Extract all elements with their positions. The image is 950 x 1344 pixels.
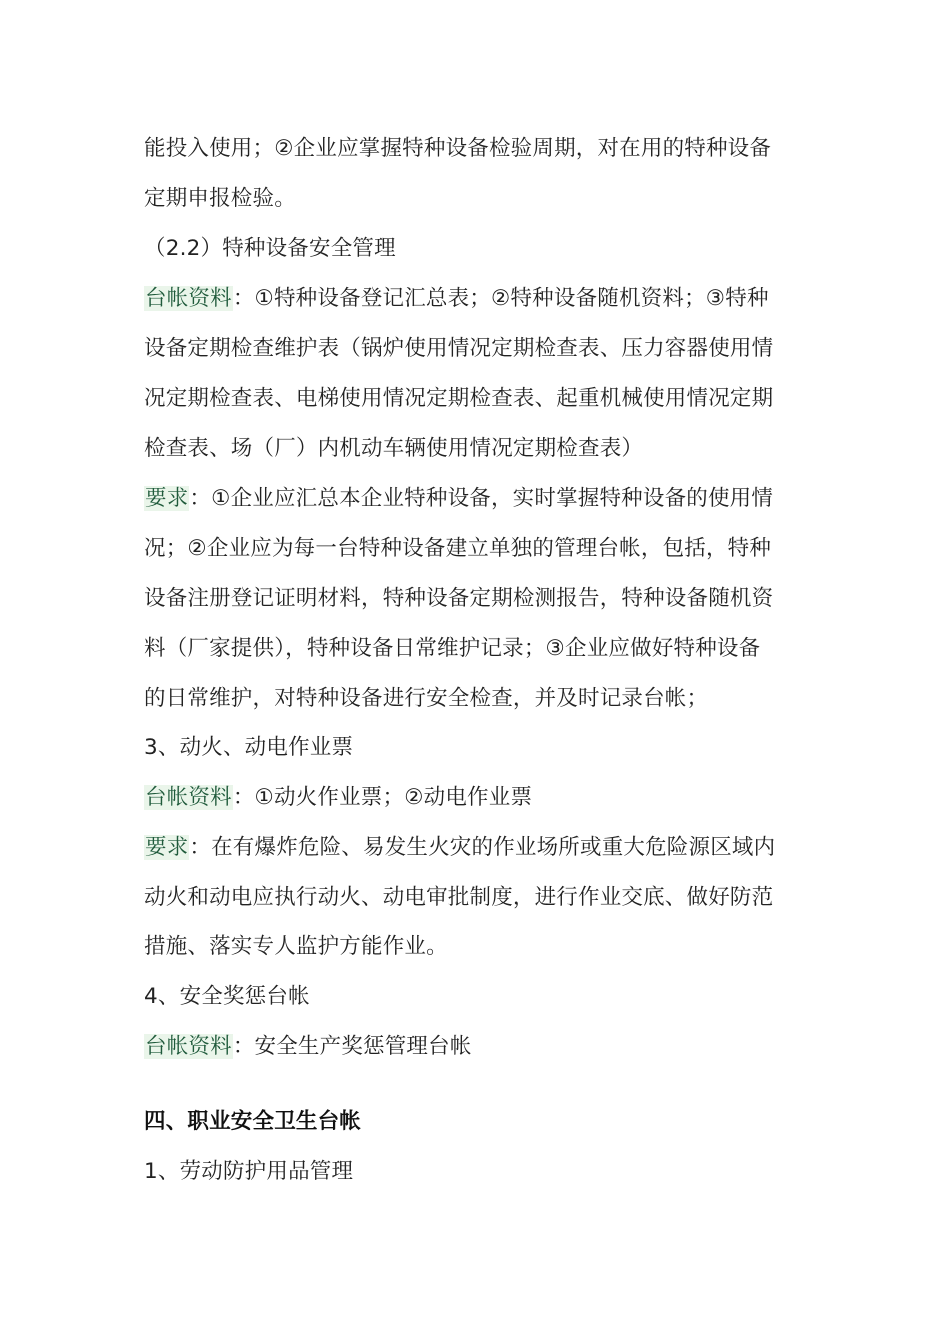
text: 动火和动电应执行动火、动电审批制度，进行作业交底、做好防范 [144,885,774,910]
text: ：①特种设备登记汇总表；②特种设备随机资料；③特种 [232,286,769,311]
text: 四、职业安全卫生台帐 [144,1109,362,1134]
text: 设备定期检查维护表（锅炉使用情况定期检查表、压力容器使用情 [144,336,774,361]
section-title-2-2 [144,234,804,264]
ledger-label: 台帐资料 [145,785,232,810]
text: （2.2）特种设备安全管理 [144,236,396,261]
text: 3、动火、动电作业票 [144,735,354,760]
paragraph-line [144,434,804,464]
paragraph-line [144,684,804,714]
text: ：在有爆炸危险、易发生火灾的作业场所或重大危险源区域内 [189,835,776,860]
paragraph-line [144,134,804,164]
paragraph-line [144,833,804,863]
requirement-label: 要求 [145,835,189,860]
text: 设备注册登记证明材料，特种设备定期检测报告，特种设备随机资 [144,586,774,611]
requirement-label: 要求 [145,486,189,511]
part-title-4 [144,1107,804,1137]
text: 措施、落实专人监护方能作业。 [144,934,448,959]
text: ：①企业应汇总本企业特种设备，实时掌握特种设备的使用情 [189,486,774,511]
paragraph-line [144,1032,804,1062]
paragraph-line [144,883,804,913]
text: ：①动火作业票；②动电作业票 [232,785,533,810]
paragraph-line [144,334,804,364]
text: 况定期检查表、电梯使用情况定期检查表、起重机械使用情况定期 [144,386,774,411]
ledger-label: 台帐资料 [145,1034,232,1059]
text: ：安全生产奖惩管理台帐 [232,1034,472,1059]
paragraph-line [144,634,804,664]
text: 检查表、场（厂）内机动车辆使用情况定期检查表） [144,436,644,461]
paragraph-line [144,932,804,962]
text: 的日常维护，对特种设备进行安全检查，并及时记录台帐； [144,686,709,711]
ledger-label: 台帐资料 [145,286,232,311]
subsection-title-1 [144,1157,804,1187]
text: 4、安全奖惩台帐 [144,984,310,1009]
text: 1、劳动防护用品管理 [144,1159,354,1184]
paragraph-line [144,384,804,414]
paragraph-line [144,534,804,564]
paragraph-line [144,184,804,214]
paragraph-line [144,284,804,314]
section-title-4 [144,982,804,1012]
section-title-3 [144,733,804,763]
paragraph-line [144,584,804,614]
text: 况；②企业应为每一台特种设备建立单独的管理台帐，包括，特种 [144,536,772,561]
text: 料（厂家提供），特种设备日常维护记录；③企业应做好特种设备 [144,636,761,661]
paragraph-line [144,484,804,514]
text: 能投入使用；②企业应掌握特种设备检验周期，对在用的特种设备 [144,136,772,161]
paragraph-line [144,783,804,813]
text: 定期申报检验。 [144,186,296,211]
